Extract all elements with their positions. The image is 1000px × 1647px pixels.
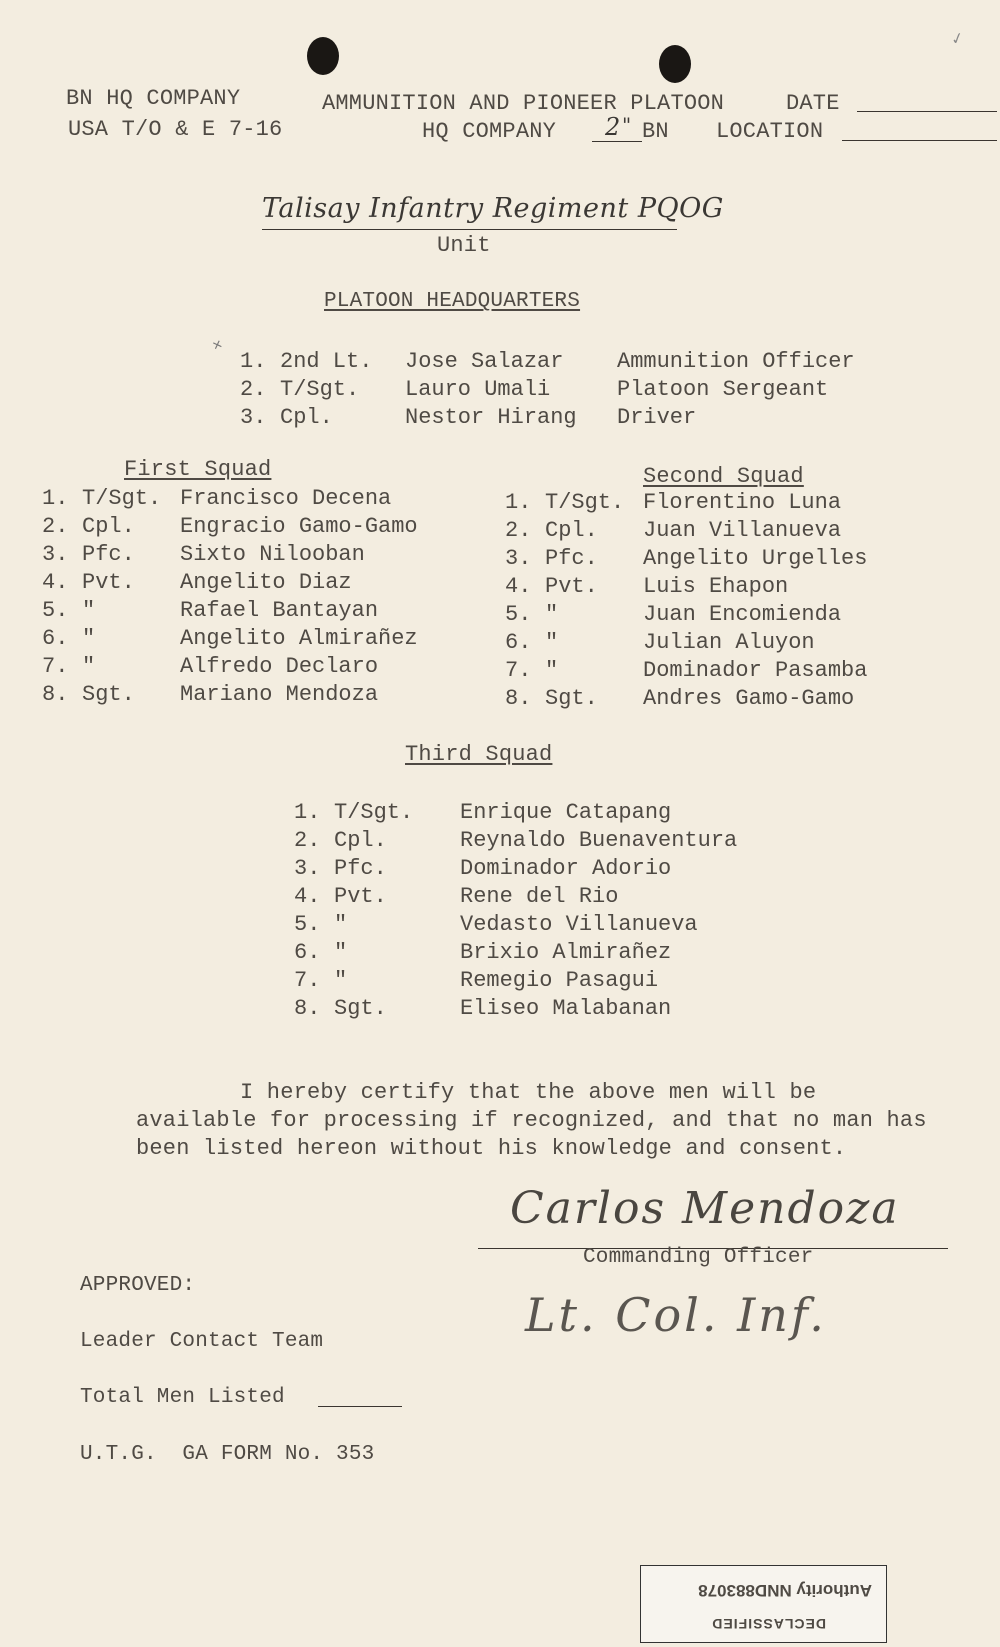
roster-rank: T/Sgt. [82, 486, 162, 511]
roster-number: 3. [42, 542, 69, 567]
roster-number: 1. [505, 490, 532, 515]
roster-rank: T/Sgt. [280, 377, 360, 402]
roster-number: 5. [294, 912, 321, 937]
date-field-line [857, 111, 997, 112]
roster-number: 6. [294, 940, 321, 965]
roster-name: Remegio Pasagui [460, 968, 659, 993]
roster-number: 8. [505, 686, 532, 711]
roster-number: 6. [505, 630, 532, 655]
roster-rank: Pvt. [334, 884, 387, 909]
roster-rank: " [82, 654, 96, 679]
roster-rank: " [545, 630, 559, 655]
roster-rank: Pvt. [82, 570, 135, 595]
roster-rank: " [545, 602, 559, 627]
roster-rank: " [334, 940, 348, 965]
roster-number: 4. [42, 570, 69, 595]
tick-mark-icon: ✓ [949, 28, 966, 52]
total-men-listed: Total Men Listed [80, 1386, 285, 1409]
roster-rank: Cpl. [280, 405, 333, 430]
signature-name: Carlos Mendoza [510, 1183, 900, 1234]
roster-name: Luis Ehapon [643, 574, 789, 599]
location-field-line [842, 140, 997, 141]
punch-hole-right [659, 45, 691, 83]
roster-number: 1. [294, 800, 321, 825]
roster-number: 7. [294, 968, 321, 993]
roster-name: Sixto Nilooban [180, 542, 365, 567]
roster-rank: T/Sgt. [334, 800, 414, 825]
header-left-line2: USA T/O & E 7-16 [68, 117, 283, 142]
roster-rank: " [334, 968, 348, 993]
roster-number: 2. [42, 514, 69, 539]
roster-name: Jose Salazar [405, 349, 564, 374]
third-squad-title: Third Squad [405, 742, 553, 767]
roster-name: Francisco Decena [180, 486, 392, 511]
form-number: U.T.G. GA FORM No. 353 [80, 1443, 375, 1466]
roster-name: Juan Villanueva [643, 518, 842, 543]
battalion-number: 2 [605, 113, 621, 141]
second-squad-title: Second Squad [643, 464, 804, 489]
roster-number: 2. [240, 377, 267, 402]
platoon-hq-title: PLATOON HEADQUARTERS [324, 290, 581, 313]
roster-rank: Sgt. [334, 996, 387, 1021]
roster-name: Enrique Catapang [460, 800, 672, 825]
roster-number: 3. [240, 405, 267, 430]
signature-rank: Lt. Col. Inf. [525, 1288, 827, 1342]
roster-name: Angelito Almirañez [180, 626, 418, 651]
roster-rank: Sgt. [82, 682, 135, 707]
roster-number: 3. [505, 546, 532, 571]
roster-number: 4. [505, 574, 532, 599]
signature-label: Commanding Officer [583, 1246, 814, 1269]
roster-rank: Pfc. [334, 856, 387, 881]
roster-rank: Sgt. [545, 686, 598, 711]
roster-name: Engracio Gamo-Gamo [180, 514, 418, 539]
roster-name: Rafael Bantayan [180, 598, 379, 623]
roster-number: 5. [42, 598, 69, 623]
location-label: LOCATION [716, 119, 824, 144]
leader-contact-team: Leader Contact Team [80, 1330, 324, 1353]
company-line-suffix: BN [642, 119, 669, 144]
total-men-field-line [318, 1406, 402, 1407]
roster-name: Dominador Adorio [460, 856, 672, 881]
approved-label: APPROVED: [80, 1274, 196, 1297]
roster-name: Dominador Pasamba [643, 658, 868, 683]
roster-number: 2. [294, 828, 321, 853]
stamp-authority: Authority NND883078 [698, 1581, 872, 1600]
roster-role: Ammunition Officer [617, 349, 855, 374]
roster-rank: " [82, 598, 96, 623]
roster-name: Rene del Rio [460, 884, 619, 909]
first-squad-title: First Squad [124, 457, 272, 482]
roster-role: Driver [617, 405, 697, 430]
roster-rank: " [334, 912, 348, 937]
roster-rank: Pfc. [82, 542, 135, 567]
roster-name: Brixio Almirañez [460, 940, 672, 965]
battalion-line [592, 141, 642, 142]
roster-number: 3. [294, 856, 321, 881]
roster-name: Lauro Umali [405, 377, 551, 402]
certification-line-3: been listed hereon without his knowledge and consent. [136, 1136, 847, 1161]
roster-rank: " [545, 658, 559, 683]
roster-name: Julian Aluyon [643, 630, 815, 655]
roster-name: Eliseo Malabanan [460, 996, 672, 1021]
roster-name: Mariano Mendoza [180, 682, 379, 707]
roster-name: Angelito Diaz [180, 570, 352, 595]
roster-name: Alfredo Declaro [180, 654, 379, 679]
roster-number: 6. [42, 626, 69, 651]
roster-number: 5. [505, 602, 532, 627]
roster-rank: Cpl. [545, 518, 598, 543]
punch-hole-left [307, 37, 339, 75]
roster-rank: Pvt. [545, 574, 598, 599]
roster-name: Reynaldo Buenaventura [460, 828, 738, 853]
battalion-mark: " [622, 113, 632, 137]
roster-name: Vedasto Villanueva [460, 912, 698, 937]
roster-number: 1. [240, 349, 267, 374]
hq-check-mark: × [210, 335, 226, 357]
company-line-prefix: HQ COMPANY [422, 119, 557, 144]
declassified-stamp [640, 1565, 887, 1643]
roster-rank: 2nd Lt. [280, 349, 373, 374]
roster-name: Florentino Luna [643, 490, 842, 515]
certification-line-1: I hereby certify that the above men will be [240, 1080, 817, 1105]
certification-line-2: available for processing if recognized, and that no man has [136, 1108, 927, 1133]
roster-rank: T/Sgt. [545, 490, 625, 515]
roster-number: 8. [294, 996, 321, 1021]
unit-handwritten: Talisay Infantry Regiment PQOG [262, 193, 724, 224]
stamp-declassified: DECLASSIFIED [711, 1616, 826, 1632]
roster-rank: Cpl. [334, 828, 387, 853]
roster-number: 7. [42, 654, 69, 679]
roster-name: Angelito Urgelles [643, 546, 868, 571]
roster-number: 1. [42, 486, 69, 511]
header-left-line1: BN HQ COMPANY [66, 86, 241, 111]
header-title: AMMUNITION AND PIONEER PLATOON [322, 91, 725, 116]
roster-rank: Pfc. [545, 546, 598, 571]
date-label: DATE [786, 91, 840, 116]
roster-name: Nestor Hirang [405, 405, 577, 430]
roster-name: Juan Encomienda [643, 602, 842, 627]
roster-rank: " [82, 626, 96, 651]
roster-number: 4. [294, 884, 321, 909]
roster-rank: Cpl. [82, 514, 135, 539]
roster-role: Platoon Sergeant [617, 377, 829, 402]
roster-number: 8. [42, 682, 69, 707]
roster-number: 7. [505, 658, 532, 683]
roster-number: 2. [505, 518, 532, 543]
unit-line [262, 229, 677, 230]
unit-label: Unit [437, 233, 491, 258]
roster-name: Andres Gamo-Gamo [643, 686, 855, 711]
